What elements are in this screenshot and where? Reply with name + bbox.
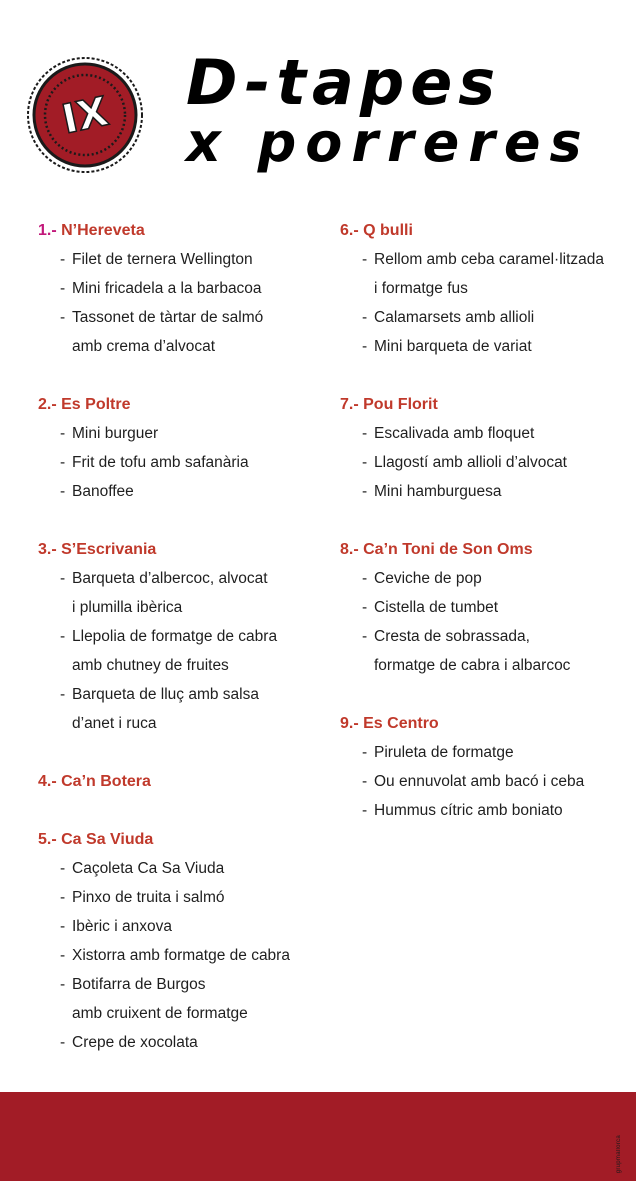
dish-item: [340, 477, 630, 506]
dish-line: Llagostí amb allioli d’alvocat: [374, 454, 567, 471]
dish-item: [340, 332, 630, 361]
restaurant-name: Es Centro: [363, 715, 439, 732]
dish-item: [340, 245, 630, 303]
dish-item: [38, 419, 328, 448]
dish-line: Barqueta d’albercoc, alvocat: [72, 570, 268, 587]
restaurant-heading: [38, 825, 328, 854]
restaurant-name: Ca’n Toni de Son Oms: [363, 541, 533, 558]
restaurant-number: 2.-: [38, 396, 57, 413]
restaurant-name: Ca’n Botera: [61, 773, 151, 790]
dish-item: [38, 274, 328, 303]
restaurant-number: 6.-: [340, 222, 359, 239]
ix-badge-logo: [26, 56, 144, 174]
badge-label: IX: [58, 88, 113, 144]
dish-line: Ceviche de pop: [374, 570, 482, 587]
dish-line: Mini burguer: [72, 425, 159, 442]
dash-bullet: -: [60, 860, 66, 877]
dish-item: [38, 680, 328, 738]
dash-bullet: -: [60, 1034, 66, 1051]
restaurant-section: [340, 216, 630, 361]
restaurant-section: [340, 535, 630, 680]
dash-bullet: -: [362, 744, 368, 761]
dash-bullet: -: [60, 425, 66, 442]
restaurant-number: 1.-: [38, 222, 57, 239]
restaurant-heading: [38, 767, 328, 796]
dish-item: [38, 941, 328, 970]
right-column: [340, 216, 630, 854]
dish-line: Filet de ternera Wellington: [72, 251, 253, 268]
dash-bullet: -: [60, 889, 66, 906]
dash-bullet: -: [362, 425, 368, 442]
dish-line: Cresta de sobrassada,: [374, 628, 530, 645]
restaurant-name: Q bulli: [363, 222, 413, 239]
dash-bullet: -: [362, 773, 368, 790]
restaurant-name: Es Poltre: [61, 396, 131, 413]
dish-item: [340, 419, 630, 448]
dash-bullet: -: [362, 802, 368, 819]
restaurant-heading: [38, 216, 328, 245]
dish-line: Tassonet de tàrtar de salmó: [72, 309, 264, 326]
dish-line: Mini barqueta de variat: [374, 338, 532, 355]
restaurant-number: 8.-: [340, 541, 359, 558]
dish-line: Rellom amb ceba caramel·litzada: [374, 251, 605, 268]
dish-line: Cistella de tumbet: [374, 599, 499, 616]
dish-item: [38, 1028, 328, 1057]
dash-bullet: -: [60, 483, 66, 500]
dash-bullet: -: [60, 454, 66, 471]
dish-line: Barqueta de lluç amb salsa: [72, 686, 259, 703]
dish-item: [38, 245, 328, 274]
restaurant-number: 4.-: [38, 773, 57, 790]
dish-line: amb chutney de fruites: [72, 657, 229, 674]
dash-bullet: -: [60, 976, 66, 993]
dash-bullet: -: [60, 251, 66, 268]
restaurant-number: 3.-: [38, 541, 57, 558]
dish-item: [38, 883, 328, 912]
dash-bullet: -: [60, 309, 66, 326]
dish-line: amb cruixent de formatge: [72, 1005, 248, 1022]
dash-bullet: -: [362, 338, 368, 355]
dish-line: Hummus cítric amb boniato: [374, 802, 563, 819]
dish-line: Escalivada amb floquet: [374, 425, 535, 442]
restaurant-heading: [38, 535, 328, 564]
dish-item: [340, 448, 630, 477]
dish-line: Ou ennuvolat amb bacó i ceba: [374, 773, 585, 790]
dash-bullet: -: [362, 251, 368, 268]
dish-item: [38, 912, 328, 941]
restaurant-heading: [340, 535, 630, 564]
dish-line: Xistorra amb formatge de cabra: [72, 947, 290, 964]
dish-line: Crepe de xocolata: [72, 1034, 198, 1051]
dish-line: Caçoleta Ca Sa Viuda: [72, 860, 225, 877]
dash-bullet: -: [362, 483, 368, 500]
dish-line: Mini hamburguesa: [374, 483, 502, 500]
dash-bullet: -: [362, 599, 368, 616]
dish-line: Calamarsets amb allioli: [374, 309, 535, 326]
restaurant-name: Ca Sa Viuda: [61, 831, 154, 848]
dash-bullet: -: [362, 570, 368, 587]
footer-bar: [0, 1092, 636, 1181]
restaurant-section: [38, 825, 328, 1057]
dash-bullet: -: [60, 628, 66, 645]
dish-line: Piruleta de formatge: [374, 744, 514, 761]
restaurant-number: 7.-: [340, 396, 359, 413]
dish-line: Ibèric i anxova: [72, 918, 172, 935]
restaurant-heading: [340, 390, 630, 419]
restaurant-name: N’Hereveta: [61, 222, 145, 239]
dish-item: [340, 738, 630, 767]
dish-item: [38, 477, 328, 506]
restaurant-number: 9.-: [340, 715, 359, 732]
dish-item: [340, 593, 630, 622]
restaurant-section: [340, 390, 630, 506]
dash-bullet: -: [60, 918, 66, 935]
dish-item: [38, 303, 328, 361]
dish-item: [38, 564, 328, 622]
dish-line: Mini fricadela a la barbacoa: [72, 280, 262, 297]
dash-bullet: -: [362, 454, 368, 471]
dish-item: [340, 622, 630, 680]
restaurant-name: Pou Florit: [363, 396, 438, 413]
restaurant-section: [38, 767, 328, 796]
dish-item: [38, 970, 328, 1028]
restaurant-heading: [340, 709, 630, 738]
dash-bullet: -: [60, 570, 66, 587]
dish-item: [38, 622, 328, 680]
dish-line: Banoffee: [72, 483, 134, 500]
dash-bullet: -: [362, 628, 368, 645]
title-line-1: D-tapes: [186, 46, 502, 119]
dish-item: [340, 796, 630, 825]
dish-line: amb crema d’alvocat: [72, 338, 216, 355]
title-line-2: x porreres: [186, 111, 591, 174]
dish-line: d’anet i ruca: [72, 715, 157, 732]
restaurant-section: [38, 216, 328, 361]
dish-item: [38, 448, 328, 477]
dash-bullet: -: [60, 947, 66, 964]
dish-line: Llepolia de formatge de cabra: [72, 628, 278, 645]
restaurant-number: 5.-: [38, 831, 57, 848]
restaurant-section: [340, 709, 630, 825]
credit-text: grupmallorca: [616, 1134, 622, 1173]
dish-item: [340, 767, 630, 796]
dash-bullet: -: [60, 686, 66, 703]
dash-bullet: -: [362, 309, 368, 326]
dish-line: Botifarra de Burgos: [72, 976, 206, 993]
dish-item: [340, 303, 630, 332]
dish-line: Pinxo de truita i salmó: [72, 889, 225, 906]
dish-line: Frit de tofu amb safanària: [72, 454, 249, 471]
left-column: [38, 216, 328, 1086]
dish-item: [38, 854, 328, 883]
restaurant-section: [38, 390, 328, 506]
restaurant-name: S’Escrivania: [61, 541, 157, 558]
dish-line: i formatge fus: [374, 280, 468, 297]
dish-item: [340, 564, 630, 593]
restaurant-heading: [340, 216, 630, 245]
dash-bullet: -: [60, 280, 66, 297]
dish-line: i plumilla ibèrica: [72, 599, 183, 616]
restaurant-section: [38, 535, 328, 738]
restaurant-heading: [38, 390, 328, 419]
dish-line: formatge de cabra i albarcoc: [374, 657, 571, 674]
